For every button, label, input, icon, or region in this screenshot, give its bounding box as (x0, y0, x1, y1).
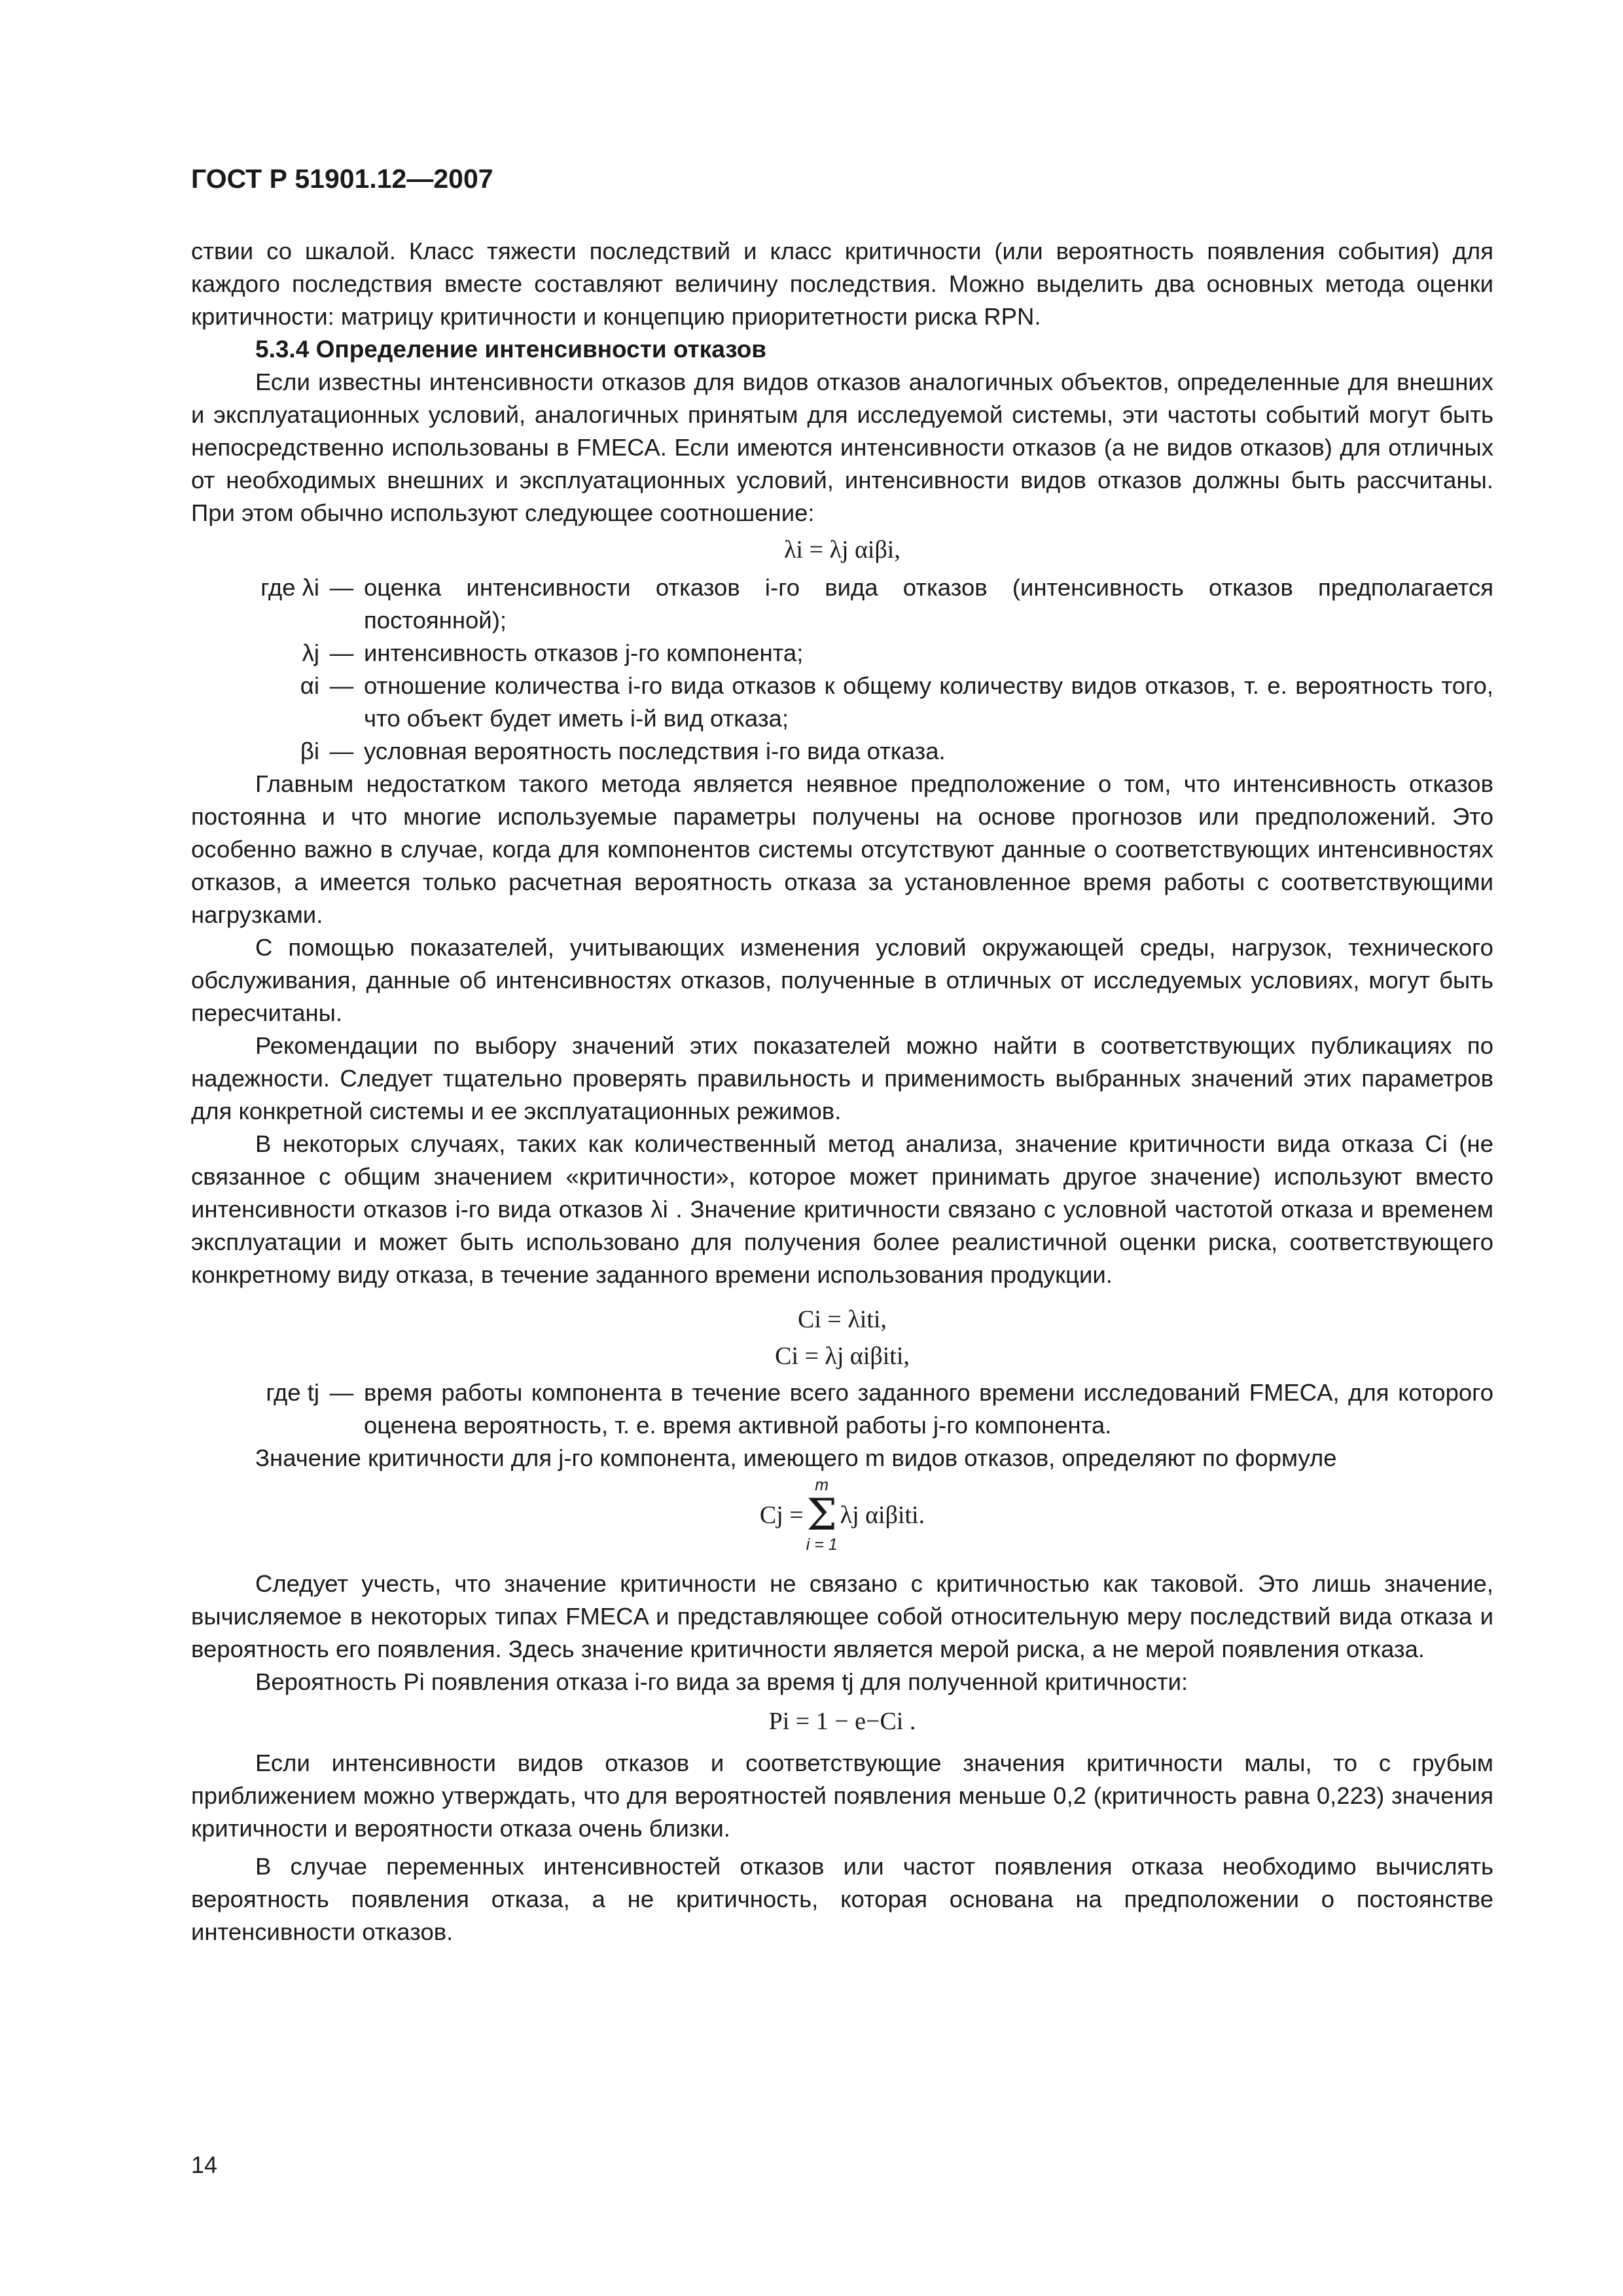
paragraph: Значение критичности для j-го компонента, имеющего m видов отказов, определяют по формуле (255, 1444, 1337, 1471)
section-title: 5.3.4 Определение интенсивности отказов (255, 336, 767, 363)
definition-term: βi (300, 738, 319, 764)
formula-sum-rhs: λj αiβiti. (840, 1501, 925, 1529)
paragraph: Следует учесть, что значение критичности не связано с критичностью как таковой. Это лишь значение, вычисляемое в некоторых типах FMECA и представляющее собой относительную меру последствий вида отказа и вероятность его появления. Здесь значение критичности является мерой риска, а не мерой появления отказа. (191, 1570, 1493, 1662)
document-page (191, 164, 1493, 1948)
sum-upper-limit: m (815, 1476, 829, 1494)
definition-term: αi (300, 672, 319, 699)
definition-item: βi — условная вероятность последствия i-го вида отказа. (191, 735, 1493, 768)
definition-text: оценка интенсивности отказов i-го вида отказов (интенсивность отказов предполагается постоянной); (364, 574, 1493, 634)
sum-lower-limit: i = 1 (806, 1535, 838, 1554)
formula-probability: Pi = 1 − e−Ci . (768, 1708, 916, 1735)
definition-item: где tj — время работы компонента в течение всего заданного времени исследований FMECA, для которого оценена вероятность, т. е. время активной работы j-го компонента. (191, 1376, 1493, 1442)
definitions-list (191, 571, 1493, 768)
definition-text: время работы компонента в течение всего заданного времени исследований FMECA, для которого оценена вероятность, т. е. время активной работы j-го компонента. (364, 1379, 1493, 1439)
paragraph: Вероятность Pi появления отказа i-го вида за время tj для полученной критичности: (255, 1668, 1188, 1695)
definition-item: где λi — оценка интенсивности отказов i-го вида отказов (интенсивность отказов предполагается постоянной); (191, 571, 1493, 637)
paragraph: С помощью показателей, учитывающих изменения условий окружающей среды, нагрузок, технического обслуживания, данные об интенсивностях отказов, полученные в отличных от исследуемых условиях, могут быть пересчитаны. (191, 934, 1493, 1026)
definition-term: λj (302, 639, 319, 666)
paragraph: Рекомендации по выбору значений этих показателей можно найти в соответствующих публикациях по надежности. Следует тщательно проверять правильность и применимость выбранных значений этих параметров для конкретной системы и ее эксплуатационных режимов. (191, 1032, 1493, 1124)
definition-item: λj — интенсивность отказов j-го компонента; (191, 637, 1493, 670)
paragraph: ствии со шкалой. Класс тяжести последствий и класс критичности (или вероятность появления события) для каждого последствия вместе составляют величину последствия. Можно выделить два основных метода оценки критичности: матрицу критичности и концепцию приоритетности риска RPN. (191, 238, 1493, 330)
formula-sum (191, 1477, 1493, 1553)
definition-term: где λi (260, 574, 319, 601)
paragraph: Главным недостатком такого метода является неявное предположение о том, что интенсивность отказов постоянна и что многие используемые параметры получены на основе прогнозов или предположений. Это особенно важно в случае, когда для компонентов системы отсутствуют данные о соответствующих интенсивностях отказов, а имеется только расчетная вероятность отказа за установленное время работы с соответствующими нагрузками. (191, 770, 1493, 928)
sigma-symbol: m Σ i = 1 (806, 1476, 838, 1554)
definition-term: где tj (266, 1379, 319, 1406)
document-header: ГОСТ Р 51901.12—2007 (191, 164, 493, 194)
formula-lambda: λi = λj αiβi, (784, 536, 901, 564)
definition-text: условная вероятность последствия i-го вида отказа. (364, 738, 946, 764)
definitions-list (191, 1376, 1493, 1442)
paragraph: В некоторых случаях, таких как количественный метод анализа, значение критичности вида отказа Ci (не связанное с общим значением «критичности», которое может принимать другое значение) используют вместо интенсивности отказов i-го вида отказов λi . Значение критичности связано с условной частотой отказа и временем эксплуатации и может быть использовано для получения более реалистичной оценки риска, соответствующего конкретному виду отказа, в течение заданного времени использования продукции. (191, 1130, 1493, 1288)
formula-criticality-2: Ci = λj αiβiti, (775, 1342, 910, 1370)
definition-text: интенсивность отказов j-го компонента; (364, 639, 804, 666)
page-number: 14 (191, 2151, 218, 2178)
paragraph: В случае переменных интенсивностей отказов или частот появления отказа необходимо вычислять вероятность появления отказа, а не критичность, которая основана на предположении о постоянстве интенсивности отказов. (191, 1853, 1493, 1945)
definition-item: αi — отношение количества i-го вида отказов к общему количеству видов отказов, т. е. вероятность того, что объект будет иметь i-й вид отказа; (191, 670, 1493, 735)
paragraph: Если известны интенсивности отказов для видов отказов аналогичных объектов, определенные для внешних и эксплуатационных условий, аналогичных принятым для исследуемой системы, эти частоты событий могут быть непосредственно использованы в FMECA. Если имеются интенсивности отказов (а не видов отказов) для отличных от необходимых внешних и эксплуатационных условий, интенсивности видов отказов должны быть рассчитаны. При этом обычно используют следующее соотношение: (191, 368, 1493, 526)
formula-sum-lhs: Cj = (759, 1501, 804, 1529)
paragraph: Если интенсивности видов отказов и соответствующие значения критичности малы, то с грубым приближением можно утверждать, что для вероятностей появления меньше 0,2 (критичность равна 0,223) значения критичности и вероятности отказа очень близки. (191, 1749, 1493, 1842)
definition-text: отношение количества i-го вида отказов к общему количеству видов отказов, т. е. вероятность того, что объект будет иметь i-й вид отказа; (364, 672, 1493, 732)
formula-criticality-1: Ci = λiti, (798, 1306, 887, 1333)
